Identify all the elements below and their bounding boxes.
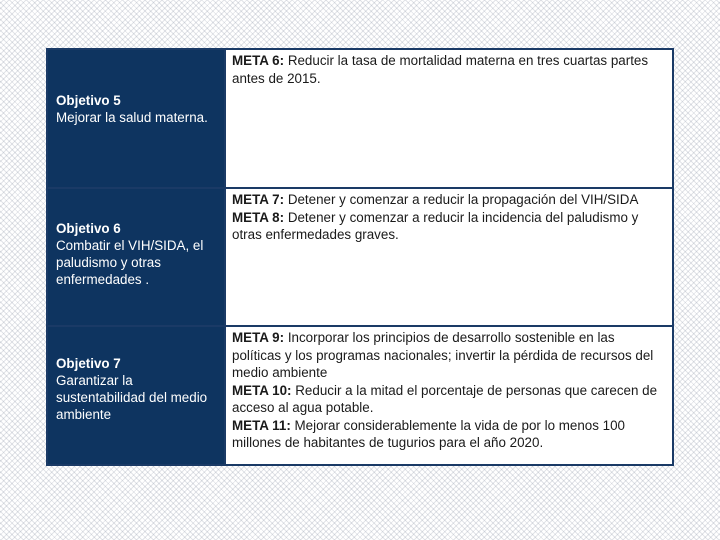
objective-cell	[48, 50, 224, 187]
meta-item	[232, 382, 664, 417]
meta-text: Reducir a la mitad el porcentaje de personas que carecen de acceso al agua potable.	[232, 382, 658, 415]
meta-text: Detener y comenzar a reducir la propagación del VIH/SIDA	[287, 192, 639, 207]
meta-key: META 7:	[232, 192, 285, 207]
meta-item	[232, 191, 664, 209]
meta-text: Detener y comenzar a reducir la incidencia del paludismo y otras enfermedades graves.	[232, 209, 639, 242]
meta-key: META 6:	[232, 53, 285, 68]
objective-cell	[48, 327, 224, 464]
meta-item	[232, 329, 664, 382]
table-row	[48, 50, 672, 187]
meta-cell	[226, 50, 672, 187]
meta-text: Mejorar considerablemente la vida de por lo menos 100 millones de habitantes de tugurios para el año 2020.	[232, 417, 626, 450]
meta-key: META 10:	[232, 382, 292, 398]
meta-text: Incorporar los principios de desarrollo sostenible en las políticas y los programas nacionales; invertir la pérdida de recursos del medio ambiente	[232, 330, 654, 380]
meta-cell	[226, 327, 672, 464]
meta-key: META 9:	[232, 330, 285, 345]
meta-item	[232, 209, 664, 244]
meta-key: META 11:	[232, 417, 291, 433]
meta-text: Reducir la tasa de mortalidad materna en tres cuartas partes antes de 2015.	[232, 53, 649, 86]
table-row	[48, 189, 672, 325]
meta-item	[232, 52, 664, 87]
objective-title: Objetivo 6	[56, 221, 121, 236]
meta-item	[232, 417, 664, 452]
meta-key: META 8:	[232, 209, 285, 225]
meta-cell	[226, 189, 672, 325]
objective-description: Mejorar la salud materna.	[56, 110, 208, 125]
objective-description: Combatir el VIH/SIDA, el paludismo y otras enfermedades .	[56, 238, 204, 287]
objective-cell	[48, 189, 224, 325]
objectives-table	[46, 48, 674, 466]
objective-title: Objetivo 7	[56, 356, 121, 371]
table-row	[48, 327, 672, 464]
objective-title: Objetivo 5	[56, 93, 121, 108]
objective-description: Garantizar la sustentabilidad del medio ambiente	[56, 373, 208, 422]
